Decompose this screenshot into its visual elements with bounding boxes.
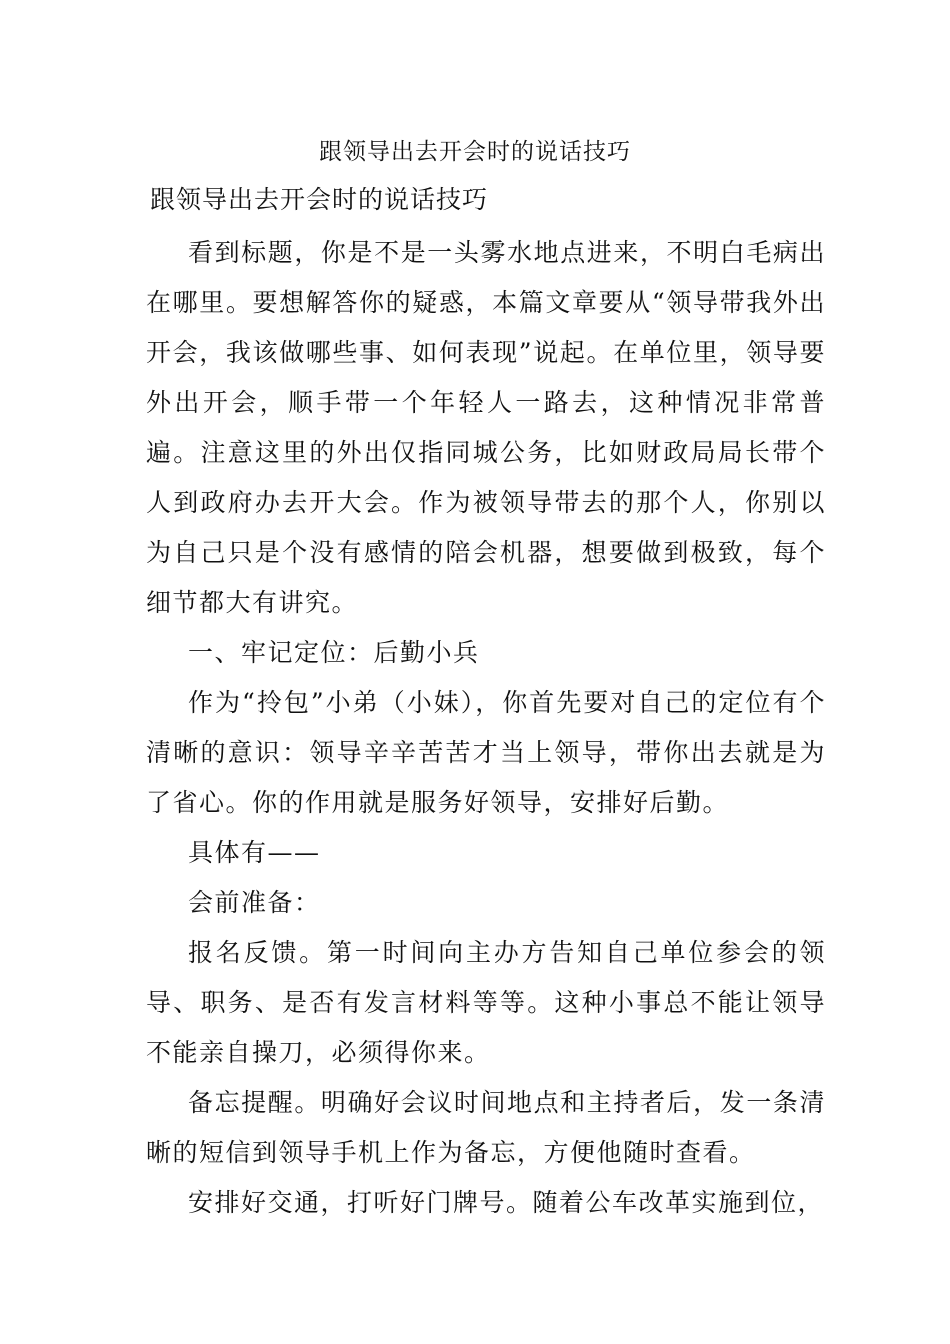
paragraph-registration: 报名反馈。第一时间向主办方告知自己单位参会的领导、职务、是否有发言材料等等。这种小事总不能让领导不能亲自操刀，必须得你来。 [146,938,826,1067]
document-body [146,228,826,1228]
paragraph-reminder: 备忘提醒。明确好会议时间地点和主持者后，发一条清晰的短信到领导手机上作为备忘，方便他随时查看。 [146,1088,826,1167]
document-subtitle: 跟领导出去开会时的说话技巧 [150,185,489,214]
paragraph-preparation-heading: 会前准备： [188,888,321,917]
paragraph-positioning: 作为“拎包”小弟（小妹），你首先要对自己的定位有个清晰的意识：领导辛辛苦苦才当上领导，带你出去就是为了省心。你的作用就是服务好领导，安排好后勤。 [146,688,826,817]
section-heading-1: 一、牢记定位：后勤小兵 [188,638,480,667]
paragraph-intro: 看到标题，你是不是一头雾水地点进来，不明白毛病出在哪里。要想解答你的疑惑，本篇文章要从“领导带我外出开会，我该做哪些事、如何表现”说起。在单位里，领导要外出开会，顺手带一个年轻人一路去，这种情况非常普遍。注意这里的外出仅指同城公务，比如财政局局长带个人到政府办去开大会。作为被领导带去的那个人，你别以为自己只是个没有感情的陪会机器，想要做到极致，每个细节都大有讲究。 [146,238,826,617]
paragraph-transport: 安排好交通，打听好门牌号。随着公车改革实施到位， [188,1188,825,1217]
document-title: 跟领导出去开会时的说话技巧 [319,139,631,165]
paragraph-specifics: 具体有—— [188,838,321,867]
